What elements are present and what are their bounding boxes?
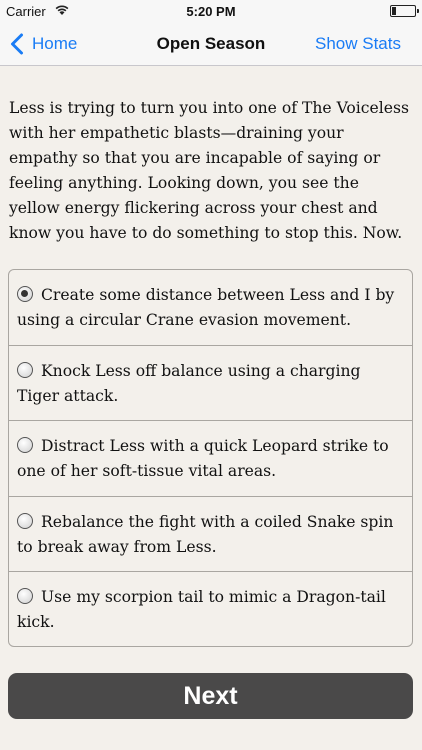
radio-icon[interactable] [17,362,33,378]
page-title: Open Season [156,34,266,53]
show-stats-button[interactable]: Show Stats [315,34,401,53]
choice-label: Create some distance between Less and I by using a circular Crane evasion movement. [17,286,395,329]
choice-label: Use my scorpion tail to mimic a Dragon-tail kick. [17,588,386,631]
choice-item[interactable] [9,572,412,647]
radio-icon[interactable] [17,513,33,529]
status-time: 5:20 PM [186,4,236,19]
back-label: Home [32,34,78,53]
home-back-button[interactable] [10,22,77,66]
choice-item[interactable] [9,497,412,573]
choice-list [8,269,413,647]
choice-label: Rebalance the fight with a coiled Snake spin to break away from Less. [17,512,394,556]
choice-item[interactable] [9,270,412,346]
radio-icon[interactable] [17,588,33,604]
story-text: Less is trying to turn you into one of The Voiceless with her empathetic blasts—draining your empathy so that you are incapable of saying or feeling anything. Looking down, you see the yellow energy flickering across your chest and know you have to do something to stop this. Now. [9,99,409,242]
choice-item[interactable] [9,346,412,422]
radio-icon[interactable] [17,437,33,453]
choice-label: Knock Less off balance using a charging Tiger attack. [17,361,361,405]
choice-label: Distract Less with a quick Leopard strike to one of her soft-tissue vital areas. [17,437,389,480]
next-button[interactable]: Next [8,673,413,719]
battery-icon [390,5,416,17]
choice-item[interactable] [9,421,412,497]
navigation-bar [0,22,422,66]
radio-selected-icon[interactable] [17,286,33,302]
carrier-label: Carrier [6,4,46,19]
status-bar [0,0,422,22]
chevron-left-icon [10,33,24,55]
